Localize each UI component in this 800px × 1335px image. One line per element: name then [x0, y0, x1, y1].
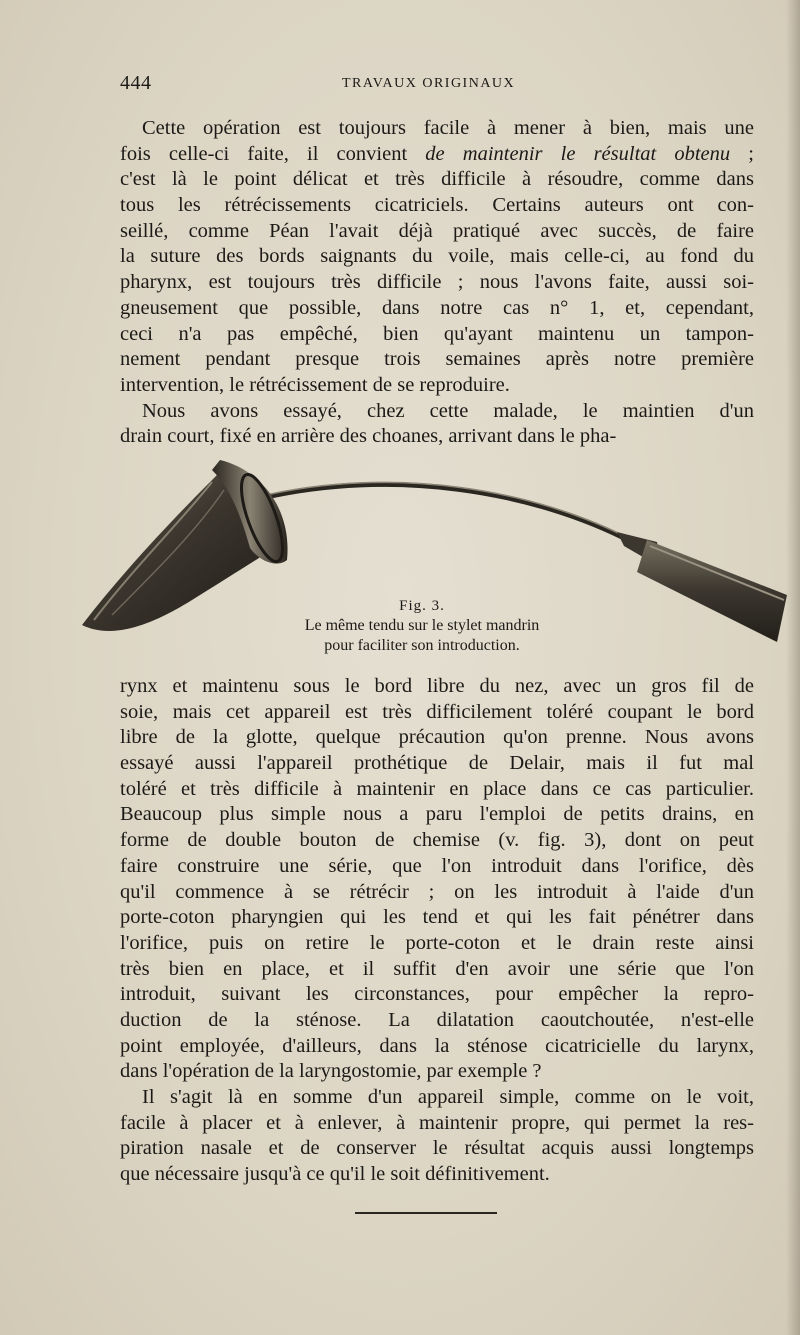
text-line: fois celle-ci faite, il convient de maintenir le résultat obtenu ; — [120, 142, 754, 165]
page-header — [120, 72, 760, 100]
text-line: Il s'agit là en somme d'un appareil simple, comme on le voit, — [142, 1086, 754, 1108]
text-line: libre de la glotte, quelque précaution qu'on prenne. Nous avons — [120, 726, 754, 749]
text-line: très bien en place, et il suffit d'en avoir une série que l'on — [120, 957, 754, 980]
text-line: nement pendant presque trois semaines après notre première — [120, 348, 754, 371]
text-line: piration nasale et de conserver le résultat acquis aussi longtemps — [120, 1137, 754, 1160]
figure-3 — [72, 450, 792, 670]
text-line: point employée, d'ailleurs, dans la sténose cicatricielle du larynx, — [120, 1034, 754, 1057]
body-text-top — [120, 116, 754, 450]
text-line: porte-coton pharyngien qui les tend et qui les fait pénétrer dans — [120, 906, 754, 929]
body-text-bottom — [120, 674, 754, 1188]
text-line: duction de la sténose. La dilatation caoutchoutée, n'est-elle — [120, 1008, 754, 1031]
text-line: soie, mais cet appareil est très difficilement toléré coupant le bord — [120, 700, 754, 723]
text-line: forme de double bouton de chemise (v. fig. 3), dont on peut — [120, 829, 754, 852]
end-rule — [355, 1212, 497, 1214]
text-line: Cette opération est toujours facile à mener à bien, mais une — [142, 117, 754, 139]
text-line: drain court, fixé en arrière des choanes, arrivant dans le pha- — [120, 425, 617, 448]
text-line: Beaucoup plus simple nous a paru l'emploi de petits drains, en — [120, 803, 754, 826]
text-line: c'est là le point délicat et très difficile à résoudre, comme dans — [120, 168, 754, 191]
text-line: gneusement que possible, dans notre cas n° 1, et, cependant, — [120, 296, 754, 319]
text-line: facile à placer et à enlever, à maintenir propre, qui permet la res- — [120, 1111, 754, 1134]
text-line: toléré et très difficile à maintenir en place dans ce cas particulier. — [120, 777, 754, 800]
text-line: dans l'opération de la laryngostomie, par exemple ? — [120, 1060, 542, 1083]
text-line: intervention, le rétrécissement de se reproduire. — [120, 373, 510, 396]
running-head: TRAVAUX ORIGINAUX — [342, 76, 516, 91]
text-line: essayé aussi l'appareil prothétique de Delair, mais il fut mal — [120, 752, 754, 775]
text-line: introduit, suivant les circonstances, pour empêcher la repro- — [120, 983, 754, 1006]
text-line: faire construire une série, que l'on introduit dans l'orifice, dès — [120, 854, 754, 877]
text-line: rynx et maintenu sous le bord libre du nez, avec un gros fil de — [120, 675, 754, 697]
figure-label: Fig. 3. — [399, 598, 445, 614]
text-line: Nous avons essayé, chez cette malade, le maintien d'un — [142, 399, 754, 422]
text-line: qu'il commence à se rétrécir ; on les introduit à l'aide d'un — [120, 880, 754, 903]
text-line: pharynx, est toujours très difficile ; nous l'avons faite, aussi soi- — [120, 271, 754, 294]
page-number: 444 — [120, 72, 152, 94]
figure-caption — [252, 596, 592, 656]
text-line: tous les rétrécissements cicatriciels. Certains auteurs ont con- — [120, 194, 754, 217]
text-line: la suture des bords saignants du voile, mais celle-ci, au fond du — [120, 245, 754, 268]
text-line: seillé, comme Péan l'avait déjà pratiqué avec succès, de faire — [120, 219, 754, 242]
caption-line: Le même tendu sur le stylet mandrin — [304, 617, 540, 634]
caption-line: pour faciliter son introduction. — [324, 637, 520, 654]
text-line: ceci n'a pas empêché, bien qu'ayant maintenu un tampon- — [120, 322, 754, 345]
text-line: l'orifice, puis on retire le porte-coton et le drain reste ainsi — [120, 931, 754, 954]
text-line: que nécessaire jusqu'à ce qu'il le soit définitivement. — [120, 1163, 550, 1186]
